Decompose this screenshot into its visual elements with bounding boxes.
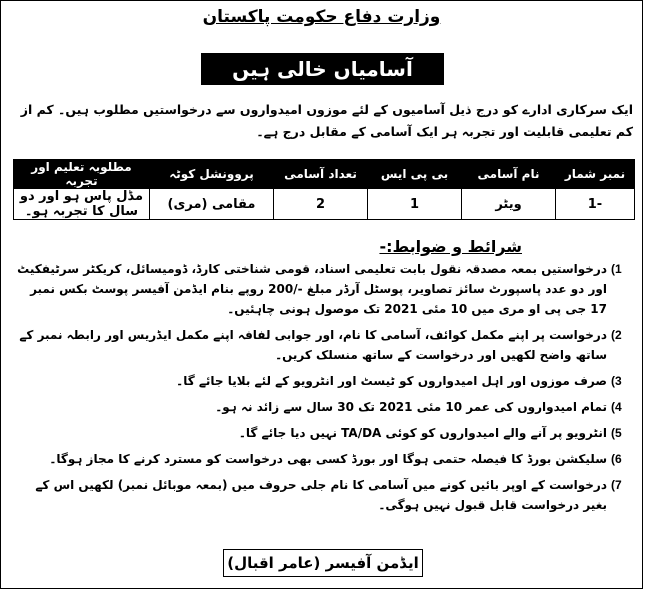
intro-paragraph: ایک سرکاری ادارے کو درج ذیل آسامیوں کے لئے موزوں امیدواروں سے درخواستیں مطلوب ہیں۔ کم از کم تعلیمی قابلیت اور تجربہ ہر ایک آسامی کے مقابل درج ہے۔ bbox=[20, 102, 633, 139]
col-bps: بی پی ایس bbox=[368, 160, 462, 189]
list-item bbox=[13, 371, 635, 391]
cell-posts-count: 2 bbox=[274, 189, 368, 220]
terms-heading: شرائط و ضوابط:- bbox=[379, 237, 522, 256]
term-number: (7 bbox=[611, 478, 622, 492]
term-text: صرف موزوں اور اہل امیدواروں کو ٹیسٹ اور انٹرویو کے لئے بلایا جائے گا۔ bbox=[176, 374, 607, 388]
term-text: درخواست پر اپنے مکمل کوائف، آسامی کا نام، اور جوابی لفافہ اپنے مکمل ایڈریس اور رابطہ نمبر کے ساتھ واضح لکھیں اور درخواست کے ساتھ منسلک کریں۔ bbox=[19, 328, 607, 362]
list-item bbox=[13, 475, 635, 515]
term-text: انٹرویو پر آنے والے امیدواروں کو کوئی TA/DA نہیں دیا جائے گا۔ bbox=[238, 426, 607, 440]
term-number: (1 bbox=[611, 262, 622, 276]
vacancies-banner: آسامیاں خالی ہیں bbox=[201, 53, 444, 85]
list-item bbox=[13, 449, 635, 469]
term-number: (3 bbox=[611, 374, 622, 388]
vacancy-table bbox=[13, 159, 635, 220]
term-number: (5 bbox=[611, 426, 622, 440]
table-header-row bbox=[14, 160, 635, 189]
col-serial: نمبر شمار bbox=[556, 160, 635, 189]
term-number: (2 bbox=[611, 328, 622, 342]
table-row bbox=[14, 189, 635, 220]
term-number: (6 bbox=[611, 452, 622, 466]
ministry-title: وزارت دفاع حکومت پاکستان bbox=[202, 7, 441, 27]
term-text: تمام امیدواروں کی عمر 10 مئی 2021 تک 30 سال سے زائد نہ ہو۔ bbox=[215, 400, 607, 414]
col-qualification: مطلوبہ تعلیم اور تجربہ bbox=[14, 160, 150, 189]
list-item bbox=[13, 259, 635, 319]
list-item bbox=[13, 423, 635, 443]
list-item bbox=[13, 397, 635, 417]
col-post: نام آسامی bbox=[462, 160, 556, 189]
term-text: درخواست کے اوپر بائیں کونے میں آسامی کا نام جلی حروف میں (بمعہ موبائل نمبر) لکھیں اس کے بغیر درخواست قابل قبول نہیں ہوگی۔ bbox=[35, 478, 607, 512]
col-posts-count: تعداد آسامی bbox=[274, 160, 368, 189]
cell-serial: 1- bbox=[556, 189, 635, 220]
terms-list bbox=[13, 259, 635, 521]
col-quota: پروونشل کوٹہ bbox=[150, 160, 274, 189]
term-text: درخواستیں بمعہ مصدقہ نقول بابت تعلیمی اسناد، قومی شناختی کارڈ، ڈومیسائل، کریکٹر سرٹیفکیٹ اور دو عدد پاسپورٹ سائز تصاویر، پوسٹل آرڈر مبلغ -/200 روپے بنام ایڈمن آفیسر پوسٹ بکس نمبر 17 جی پی او مری میں 10 مئی 2021 تک موصول ہونی چاہئیں۔ bbox=[17, 262, 607, 316]
cell-bps: 1 bbox=[368, 189, 462, 220]
cell-quota: مقامی (مری) bbox=[150, 189, 274, 220]
term-text: سلیکشن بورڈ کا فیصلہ حتمی ہوگا اور بورڈ کسی بھی درخواست کو مسترد کرنے کا مجاز ہوگا۔ bbox=[49, 452, 607, 466]
term-number: (4 bbox=[611, 400, 622, 414]
cell-qualification: مڈل پاس ہو اور دو سال کا تجربہ ہو۔ bbox=[14, 189, 150, 220]
cell-post: ویٹر bbox=[462, 189, 556, 220]
signature-box: ایڈمن آفیسر (عامر اقبال) bbox=[223, 549, 423, 577]
list-item bbox=[13, 325, 635, 365]
